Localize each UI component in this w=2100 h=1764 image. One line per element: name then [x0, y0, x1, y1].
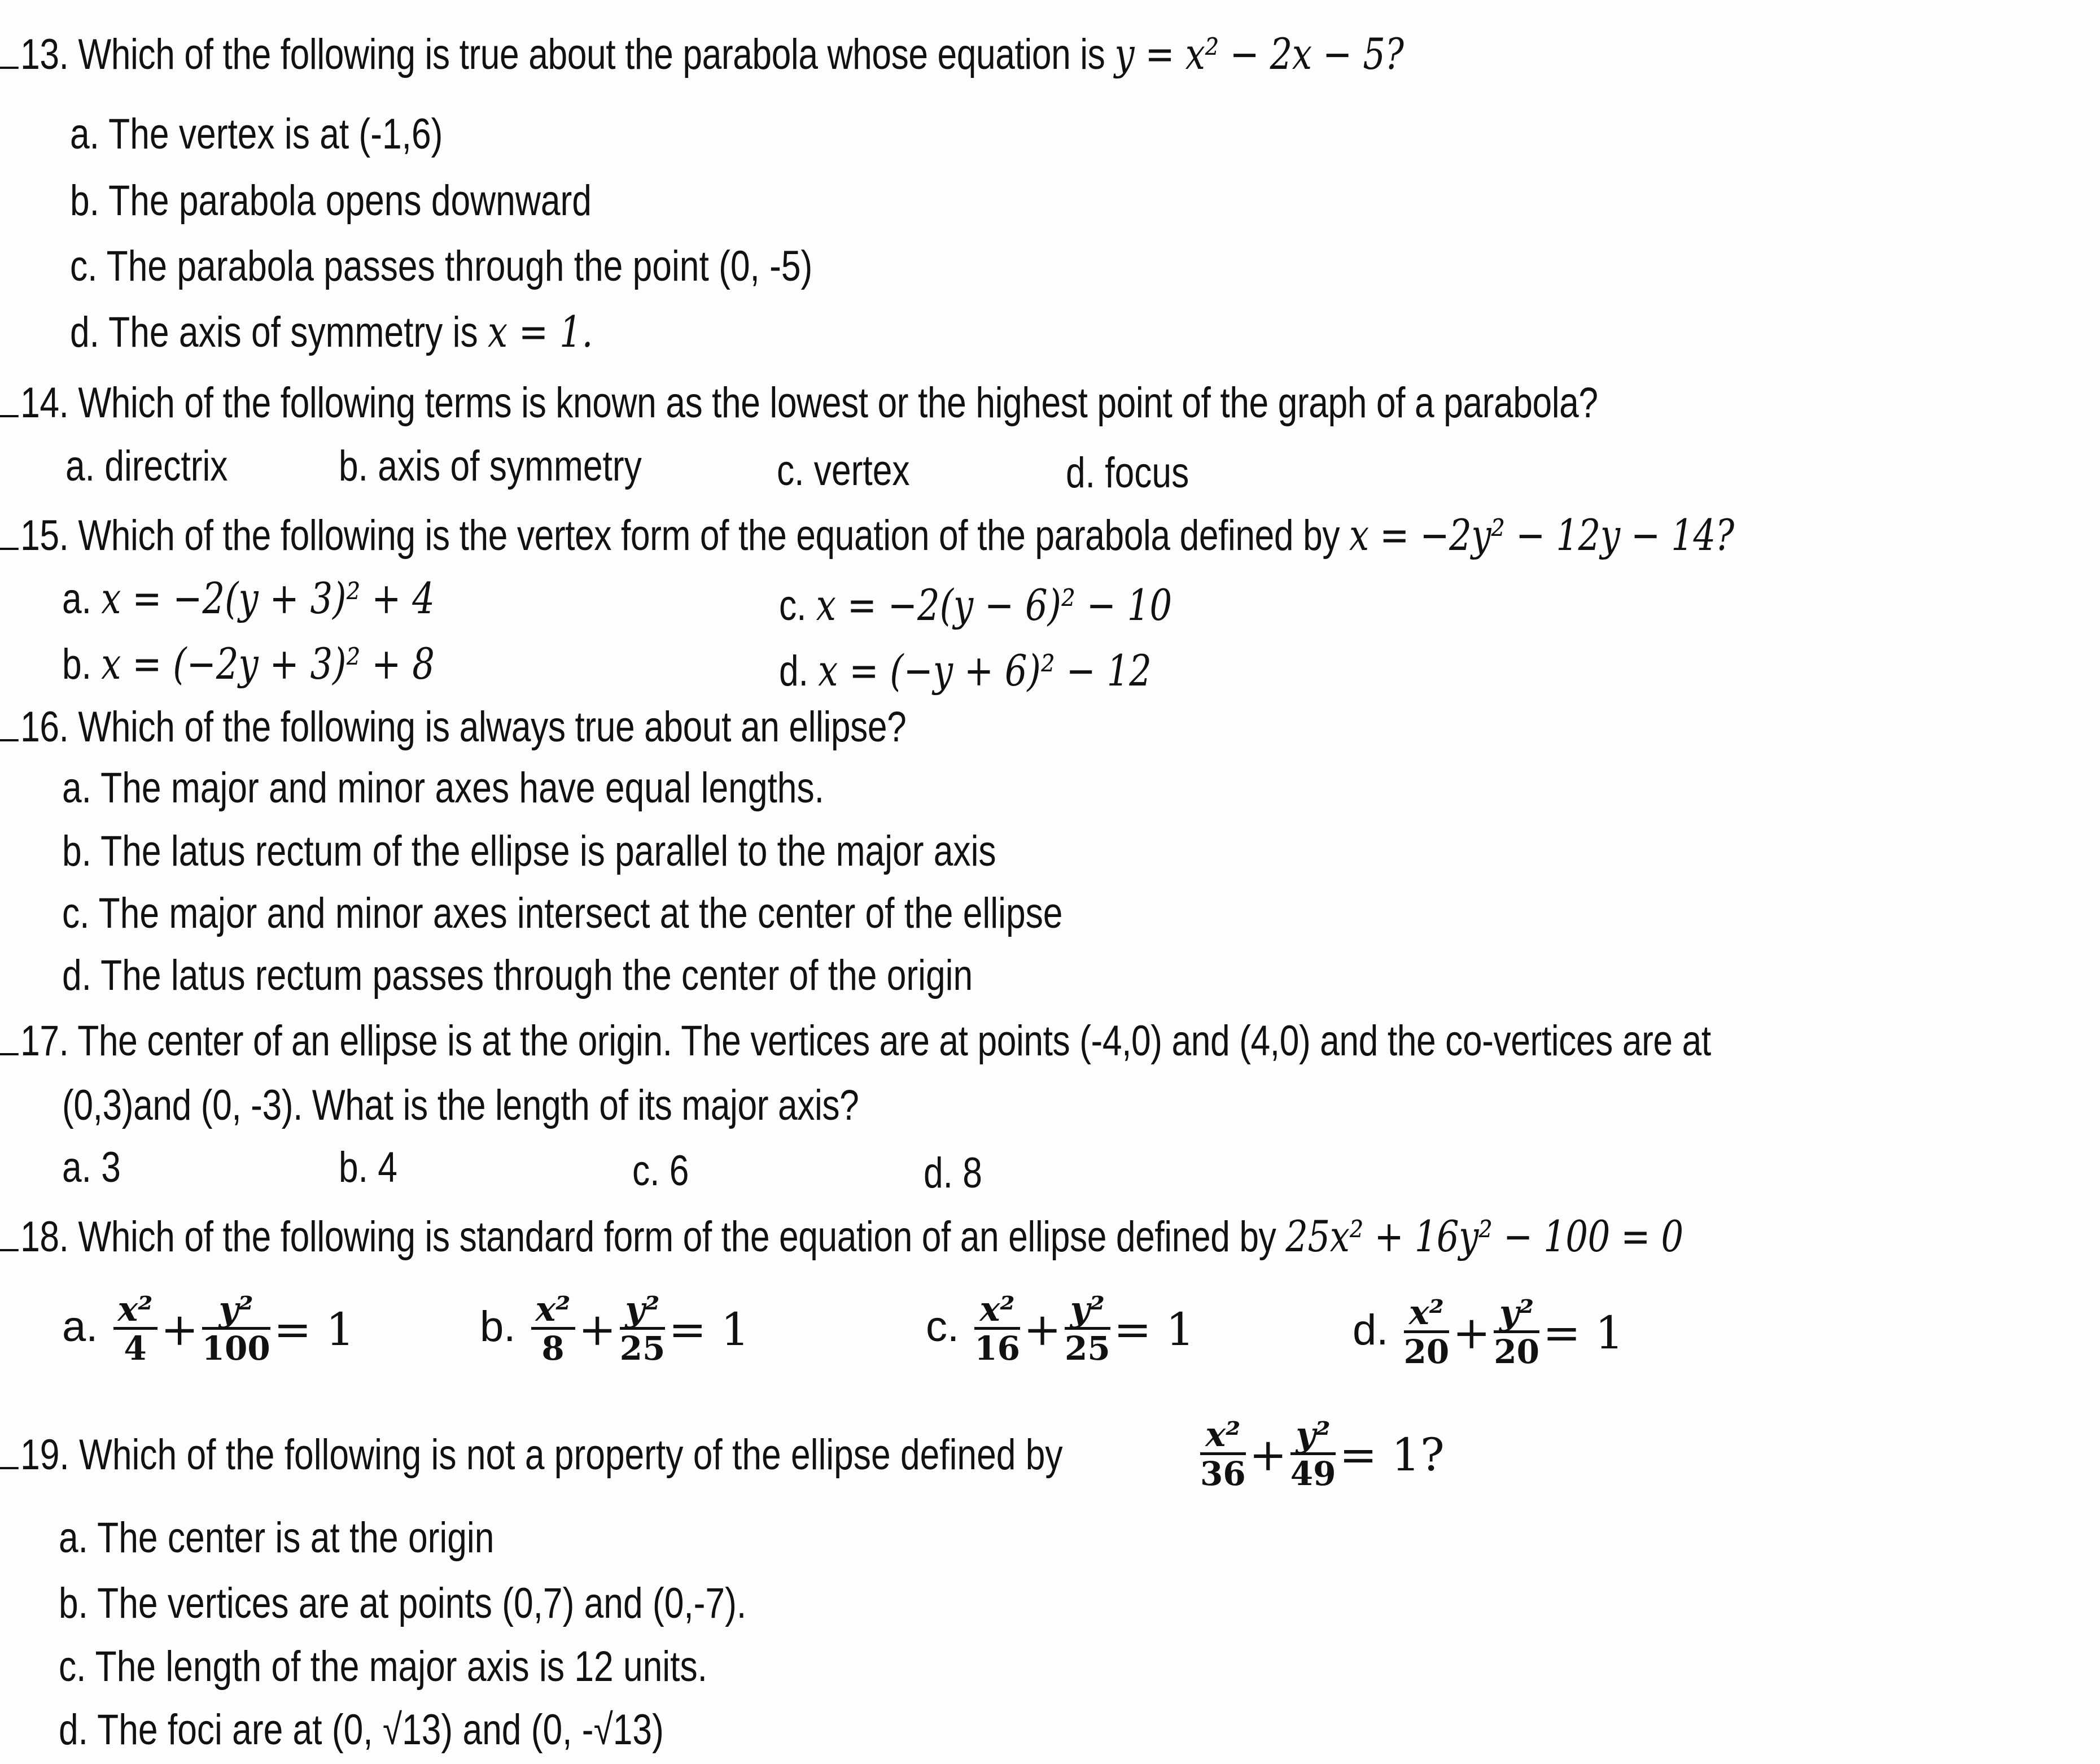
question-15 — [0, 508, 1734, 563]
denominator: 16 — [974, 1329, 1020, 1368]
question-equation: y = x² − 2x − 5? — [1114, 29, 1404, 79]
numerator: x² — [531, 1292, 575, 1330]
option-13a — [70, 107, 443, 161]
option-letter: c. — [777, 447, 804, 495]
fraction-y-term — [1290, 1417, 1336, 1492]
plus-sign: + — [1453, 1306, 1491, 1359]
option-text: The center is at the origin — [97, 1514, 495, 1562]
question-stem: The center of an ellipse is at the origin. The vertices are at points (-4,0) and (4,0) and the co-vertices are at — [77, 1017, 1711, 1065]
plus-sign: + — [578, 1303, 616, 1356]
question-number: 16. — [20, 703, 69, 751]
answer-blank — [0, 548, 19, 550]
option-equation: x = 1. — [487, 307, 593, 357]
question-17 — [0, 1014, 1711, 1068]
question-number: 13. — [20, 30, 69, 78]
option-letter: c. — [779, 582, 807, 630]
equals-one: = 1 — [273, 1303, 355, 1356]
option-text: axis of symmetry — [378, 442, 642, 490]
option-18c — [926, 1282, 1195, 1375]
option-17c — [632, 1144, 689, 1198]
option-letter: b. — [339, 442, 368, 490]
option-15a — [62, 571, 435, 626]
question-18 — [0, 1210, 1683, 1264]
option-13b — [70, 174, 592, 228]
numerator: y² — [620, 1292, 666, 1330]
option-text: The parabola passes through the point (0, -5) — [106, 242, 813, 290]
option-text: The major and minor axes have equal lengths. — [100, 764, 824, 812]
option-equation: x = −2(y + 3)² + 4 — [101, 573, 435, 623]
option-letter: c. — [632, 1147, 660, 1195]
option-equation: x = (−2y + 3)² + 8 — [101, 639, 435, 689]
fraction-x-term — [1200, 1417, 1246, 1492]
question-19-equation — [1197, 1407, 1445, 1500]
numerator: x² — [974, 1292, 1020, 1330]
denominator: 4 — [124, 1329, 147, 1368]
option-text: The latus rectum of the ellipse is parallel to the major axis — [100, 827, 996, 875]
option-text: 6 — [669, 1147, 689, 1195]
question-14 — [0, 376, 1598, 430]
option-letter: d. — [70, 308, 99, 356]
option-letter: a. — [65, 442, 95, 490]
option-17b — [339, 1141, 397, 1195]
equals-one: = 1 — [668, 1303, 750, 1356]
option-letter: a. — [62, 575, 91, 623]
option-letter: a. — [62, 764, 91, 812]
option-equation: x = −2(y − 6)² − 10 — [816, 580, 1172, 630]
option-14a — [65, 439, 228, 494]
option-letter: d. — [62, 951, 91, 999]
numerator: x² — [1404, 1295, 1450, 1333]
option-letter: a. — [62, 1303, 98, 1351]
fraction-x-term — [113, 1292, 158, 1367]
option-18b — [480, 1282, 750, 1375]
question-13 — [0, 27, 1403, 82]
option-19a — [59, 1511, 494, 1565]
option-text: The foci are at (0, √13) and (0, -√13) — [97, 1706, 664, 1754]
question-number: 19. — [20, 1430, 69, 1479]
option-letter: b. — [339, 1143, 368, 1191]
option-letter: b. — [62, 640, 91, 688]
plus-sign: + — [1023, 1303, 1061, 1356]
option-13d — [70, 305, 593, 360]
option-letter: b. — [62, 827, 91, 875]
numerator: y² — [1494, 1295, 1539, 1333]
denominator: 49 — [1290, 1455, 1336, 1494]
option-14c — [777, 444, 910, 498]
option-text: 8 — [963, 1149, 982, 1197]
option-letter: b. — [59, 1579, 88, 1627]
option-text: directrix — [104, 442, 228, 490]
question-stem: Which of the following is the vertex form of the equation of the parabola defined by — [78, 512, 1349, 560]
option-letter: c. — [62, 889, 90, 937]
option-15d — [779, 644, 1152, 698]
option-16a — [62, 761, 824, 815]
question-stem: Which of the following terms is known as the lowest or the highest point of the graph of a parabola? — [78, 379, 1598, 427]
numerator: x² — [113, 1292, 158, 1330]
numerator: y² — [1290, 1417, 1336, 1455]
option-letter: d. — [59, 1706, 88, 1754]
option-text: The latus rectum passes through the center of the origin — [100, 951, 973, 999]
option-letter: d. — [779, 647, 808, 695]
equals-one: = 1 — [1113, 1303, 1195, 1356]
option-letter: b. — [480, 1303, 516, 1351]
option-text: The vertex is at (-1,6) — [108, 110, 443, 158]
fraction-x-term — [1404, 1295, 1450, 1370]
answer-blank — [0, 739, 19, 741]
option-text: 3 — [101, 1143, 121, 1191]
option-14b — [339, 439, 642, 494]
option-letter: a. — [59, 1514, 88, 1562]
equals-one: = 1 — [1542, 1306, 1624, 1359]
numerator: y² — [1065, 1292, 1110, 1330]
option-text: The parabola opens downward — [108, 177, 592, 225]
option-text: focus — [1105, 449, 1189, 497]
denominator: 100 — [202, 1329, 270, 1368]
option-letter: d. — [1353, 1306, 1389, 1354]
option-17d — [924, 1146, 982, 1200]
option-letter: b. — [70, 177, 99, 225]
question-stem: Which of the following is not a property of the ellipse defined by — [79, 1430, 1063, 1479]
question-number: 15. — [20, 512, 69, 560]
option-13c — [70, 239, 812, 294]
option-17a — [62, 1141, 121, 1195]
numerator: x² — [1200, 1417, 1246, 1455]
option-letter: c. — [926, 1303, 960, 1351]
option-16b — [62, 824, 996, 879]
question-number: 18. — [20, 1213, 69, 1261]
denominator: 25 — [1065, 1329, 1110, 1368]
option-text: The vertices are at points (0,7) and (0,-7). — [97, 1579, 747, 1627]
question-19-text — [0, 1410, 1063, 1500]
option-text: The major and minor axes intersect at the center of the ellipse — [98, 889, 1063, 937]
plus-sign: + — [160, 1303, 199, 1356]
answer-blank — [0, 415, 19, 417]
option-18d — [1353, 1285, 1624, 1378]
question-stem: Which of the following is always true about an ellipse? — [78, 703, 907, 751]
option-equation: x = (−y + 6)² − 12 — [818, 645, 1152, 696]
option-19b — [59, 1577, 746, 1631]
option-14d — [1066, 446, 1189, 500]
question-17-line2 — [62, 1079, 859, 1133]
question-19 — [0, 1407, 1296, 1500]
option-text: The length of the major axis is 12 units. — [95, 1643, 707, 1691]
option-15c — [779, 578, 1172, 633]
answer-blank — [0, 1467, 19, 1469]
question-number: 17. — [20, 1017, 69, 1065]
option-letter: d. — [924, 1149, 953, 1197]
option-letter: c. — [70, 242, 98, 290]
denominator: 20 — [1403, 1333, 1450, 1372]
denominator: 25 — [619, 1329, 666, 1368]
option-text: 4 — [378, 1143, 397, 1191]
answer-blank — [0, 67, 19, 69]
denominator: 20 — [1494, 1333, 1539, 1372]
option-16c — [62, 887, 1062, 941]
fraction-y-term — [202, 1292, 270, 1367]
question-stem: Which of the following is standard form of the equation of an ellipse defined by — [78, 1213, 1286, 1261]
fraction-y-term — [1494, 1295, 1539, 1370]
denominator: 8 — [541, 1329, 565, 1368]
option-text: vertex — [813, 447, 910, 495]
option-letter: d. — [1066, 449, 1095, 497]
option-letter: c. — [59, 1643, 86, 1691]
option-19d — [59, 1703, 664, 1757]
equals-one: = 1? — [1339, 1428, 1445, 1481]
option-text: The axis of symmetry is — [108, 308, 488, 356]
answer-blank — [0, 1249, 19, 1251]
question-stem: Which of the following is true about the parabola whose equation is — [78, 30, 1115, 78]
answer-blank — [0, 1053, 19, 1055]
option-18a — [62, 1282, 355, 1375]
plus-sign: + — [1249, 1428, 1287, 1481]
option-19c — [59, 1640, 707, 1694]
fraction-x-term — [974, 1292, 1020, 1367]
question-equation: 25x² + 16y² − 100 = 0 — [1285, 1211, 1683, 1261]
question-number: 14. — [20, 379, 69, 427]
question-stem-continued: (0,3)and (0, -3). What is the length of its major axis? — [62, 1081, 859, 1129]
question-equation: x = −2y² − 12y − 14? — [1349, 510, 1734, 560]
option-16d — [62, 949, 973, 1003]
numerator: y² — [202, 1292, 270, 1330]
option-letter: a. — [70, 110, 99, 158]
fraction-x-term — [531, 1292, 575, 1367]
fraction-y-term — [620, 1292, 666, 1367]
question-16 — [0, 700, 906, 754]
fraction-y-term — [1065, 1292, 1110, 1367]
option-letter: a. — [62, 1143, 91, 1191]
denominator: 36 — [1200, 1455, 1246, 1494]
option-15b — [62, 637, 435, 692]
